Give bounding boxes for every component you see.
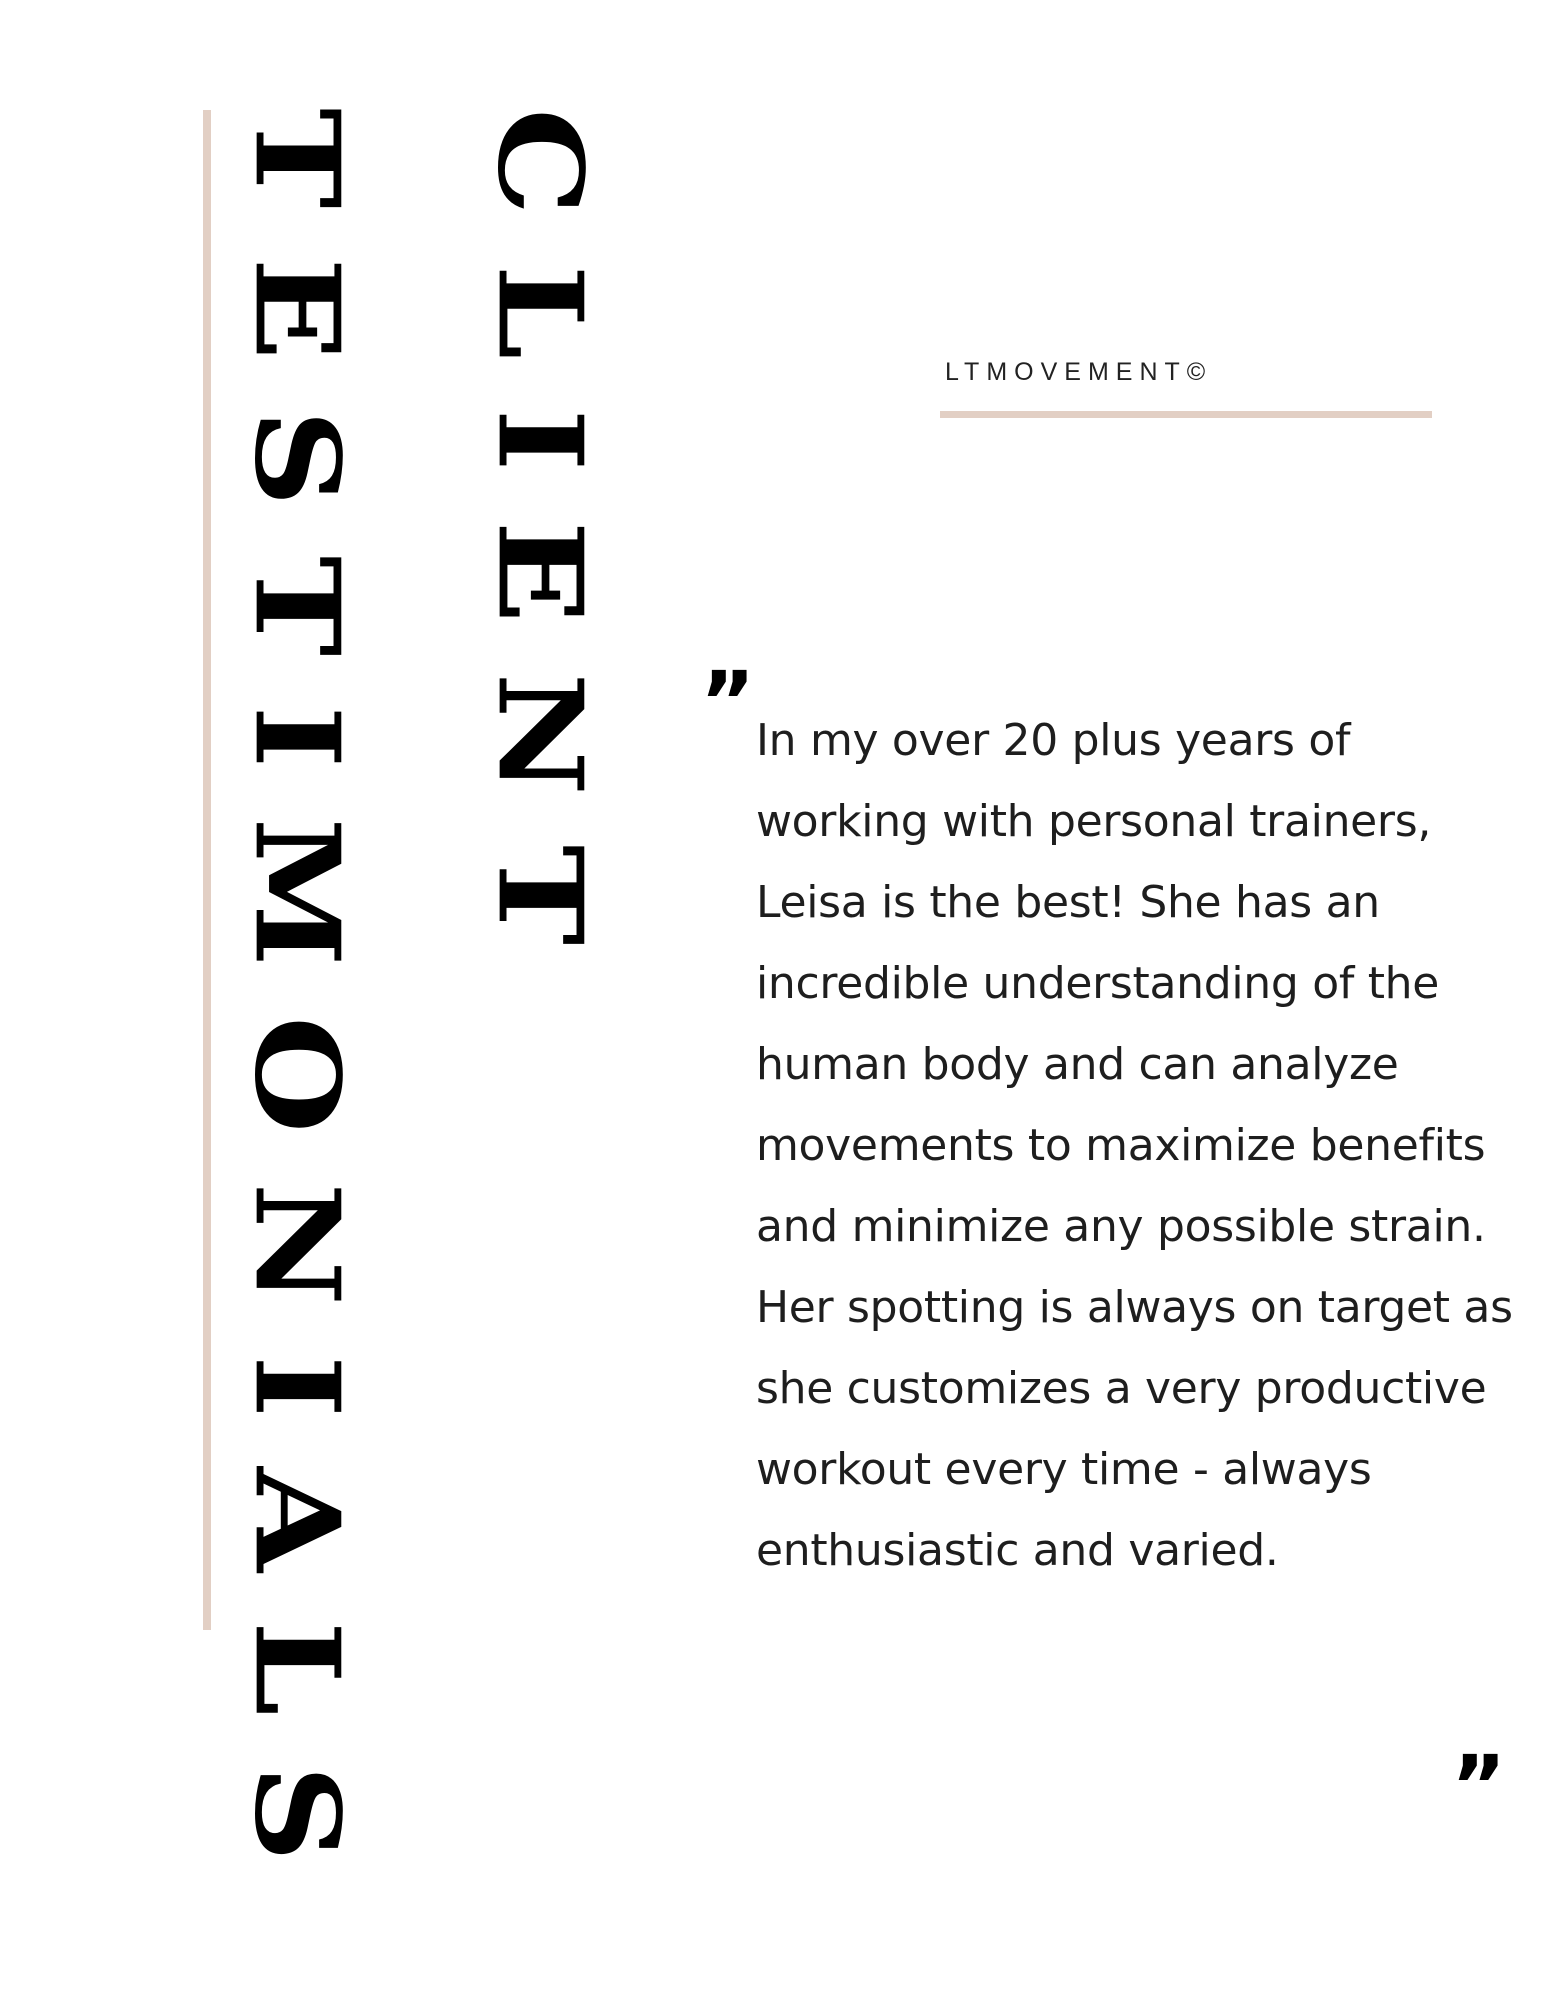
title-client: CLIENT — [472, 108, 609, 995]
title-testimonials: TESTIMONIALS — [229, 108, 366, 1912]
testimonial-text: In my over 20 plus years of working with personal trainers, Leisa is the best! She has an incredible understanding of the human body and can analyze movements to maximize benefits and minimize any possible strain. Her spotting is always on target as she customizes a very productive workout every time - always enthusiastic and varied. — [756, 715, 1513, 1576]
vertical-accent-bar — [203, 110, 211, 1630]
close-quote-icon: ” — [1451, 1737, 1507, 1835]
brand-underline — [940, 411, 1432, 418]
brand-name: LTMOVEMENT© — [945, 358, 1213, 386]
open-quote-icon: ” — [700, 653, 756, 751]
